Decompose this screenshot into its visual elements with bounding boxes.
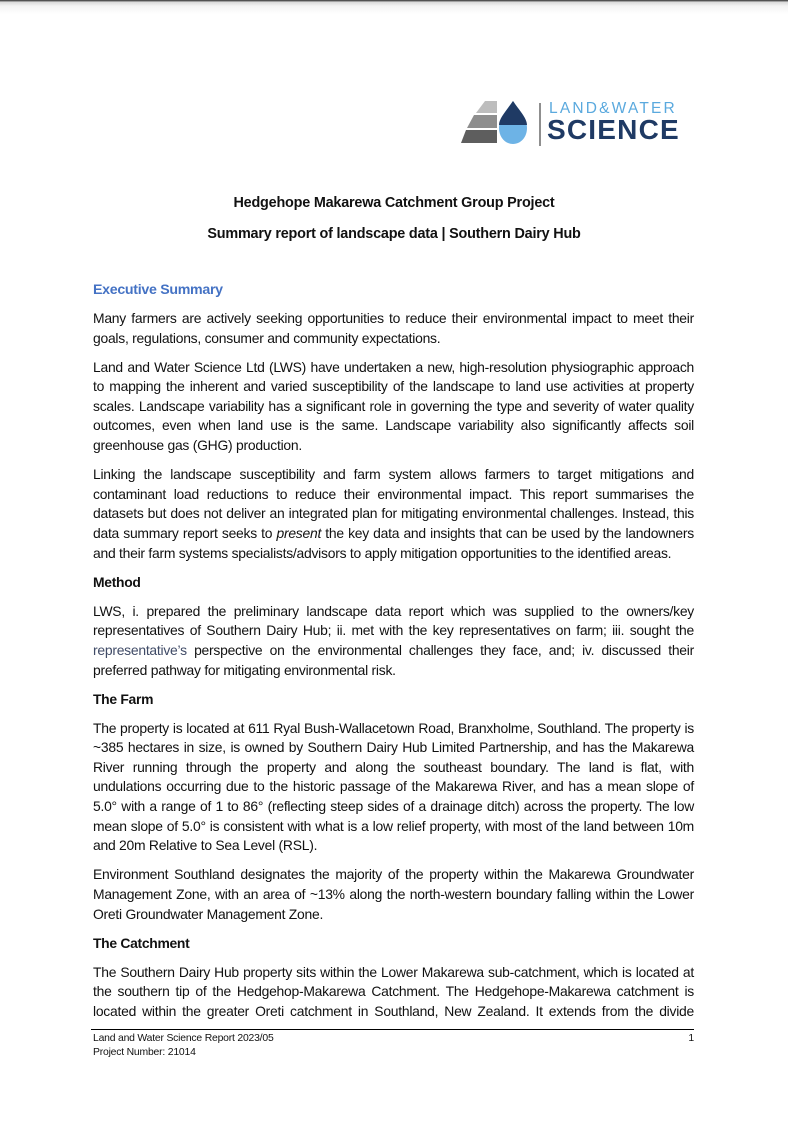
heading-the-farm: The Farm <box>93 690 154 707</box>
paragraph <box>93 602 694 680</box>
emphasis-present: present <box>276 524 322 541</box>
page-footer <box>93 1032 694 1059</box>
viewer-top-edge <box>0 0 788 14</box>
paragraph: Many farmers are actively seeking opportunities to reduce their environmental impact to meet their goals, regulations, consumer and community expectations. <box>93 310 694 346</box>
company-logo <box>461 100 691 148</box>
paragraph <box>93 465 694 563</box>
logo-divider <box>539 103 541 146</box>
footer-report-id: Land and Water Science Report 2023/05 <box>93 1033 274 1044</box>
heading-the-catchment: The Catchment <box>93 934 190 951</box>
paragraph: Environment Southland designates the majority of the property within the Makarewa Groundwater Management Zone, with an area of ~13% along the north-western boundary falling within the Lower Oreti Groundwater Management Zone. <box>93 866 694 922</box>
paragraph: The Southern Dairy Hub property sits within the Lower Makarewa sub-catchment, which is located at the southern tip of the Hedgehop-Makarewa Catchment. The Hedgehope-Makarewa catchment is located within the greater Oreti catchment in Southland, New Zealand. It extends from the divide <box>93 963 694 1019</box>
paragraph: Land and Water Science Ltd (LWS) have undertaken a new, high-resolution physiographic approach to mapping the inherent and varied susceptibility of the landscape to land use activities at property scales. Landscape variability has a significant role in governing the type and severity of water quality outcomes, even when land use is the same. Landscape variability also significantly affects soil greenhouse gas (GHG) production. <box>93 358 694 454</box>
paragraph-text: LWS, i. prepared the preliminary landscape data report which was supplied to the owners/key representatives of Southern Dairy Hub; ii. met with the key representatives on farm; iii. sought the <box>93 602 694 639</box>
paragraph-text: Linking the landscape susceptibility and farm system allows farmers to target mitigations and contaminant load reductions to reduce their environmental impact. This report summarises the datasets but does not deliver an integrated plan for mitigating environmental challenges. Instead, this data summary report seeks to <box>93 466 694 541</box>
document-subtitle: Summary report of landscape data | Southern Dairy Hub <box>207 226 581 242</box>
footer-project-number: Project Number: 21014 <box>93 1046 196 1058</box>
paragraph-text: perspective on the environmental challenges they face, and; iv. discussed their preferred pathway for mitigating environmental risk. <box>93 641 694 678</box>
heading-method: Method <box>93 573 141 590</box>
logo-text-science: SCIENCE <box>547 114 680 145</box>
document-title: Hedgehope Makarewa Catchment Group Project <box>233 195 555 211</box>
page-number: 1 <box>688 1033 694 1044</box>
tracked-change-text: representative’s <box>93 641 187 658</box>
logo-text-land-water: LAND&WATER <box>549 100 677 117</box>
paragraph-text: the key data and insights that can be used by the landowners and their farm systems specialists/advisors to apply mitigation opportunities to the identified areas. <box>93 524 694 561</box>
footer-divider <box>91 1029 694 1030</box>
mountain-water-drop-icon <box>461 100 539 148</box>
paragraph: The property is located at 611 Ryal Bush-Wallacetown Road, Branxholme, Southland. The property is ~385 hectares in size, is owned by Southern Dairy Hub Limited Partnership, and has the Makarewa River running through the property and along the southeast boundary. The land is flat, with undulations occurring due to the historic passage of the Makarewa River, and has a mean slope of 5.0° with a range of 1 to 86° (reflecting steep sides of a drainage ditch) across the property. The low mean slope of 5.0° is consistent with what is a low relief property, with most of the land between 10m and 20m Relative to Sea Level (RSL). <box>93 719 694 854</box>
heading-executive-summary: Executive Summary <box>93 282 223 298</box>
document-body <box>93 280 694 1031</box>
